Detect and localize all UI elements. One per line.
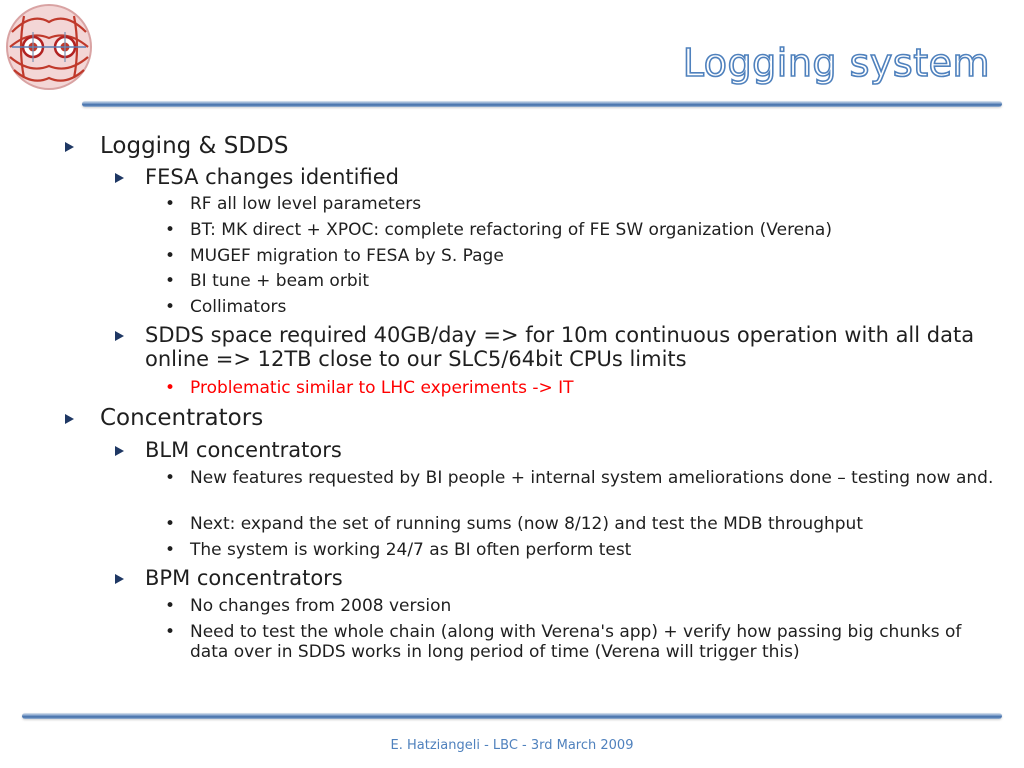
triangle-bullet-icon — [115, 574, 124, 584]
bullet-system-working — [165, 540, 1000, 560]
bullet-text: Next: expand the set of running sums (now 8/12) and test the MDB throughput — [190, 514, 863, 534]
bullet-text: No changes from 2008 version — [190, 596, 452, 616]
bullet-problematic-highlight — [165, 378, 1000, 398]
dot-bullet-icon: • — [165, 220, 176, 240]
bullet-text: Logging & SDDS — [100, 133, 289, 159]
dot-bullet-icon: • — [165, 246, 176, 266]
triangle-bullet-icon — [115, 173, 124, 183]
bullet-text: Concentrators — [100, 405, 264, 431]
bullet-rf-parameters — [165, 194, 1000, 214]
bullet-text: MUGEF migration to FESA by S. Page — [190, 246, 504, 266]
triangle-bullet-icon — [65, 414, 74, 424]
bullet-mugef-migration — [165, 246, 1000, 266]
slide-footer: E. Hatziangeli - LBC - 3rd March 2009 — [390, 738, 634, 753]
dot-bullet-icon: • — [165, 468, 176, 488]
bullet-fesa-changes — [145, 165, 995, 189]
bullet-bpm-concentrators — [145, 566, 995, 590]
triangle-bullet-icon — [115, 331, 124, 341]
footer-divider — [22, 713, 1002, 719]
bullet-text: New features requested by BI people + internal system ameliorations done – testing now and. — [190, 468, 994, 488]
bullet-test-whole-chain — [165, 622, 1000, 662]
bullet-no-changes — [165, 596, 1000, 616]
bullet-text: FESA changes identified — [145, 165, 399, 189]
bullet-text: Problematic similar to LHC experiments -> IT — [190, 378, 574, 398]
slide-title: Logging system — [682, 41, 990, 85]
bullet-text: SDDS space required 40GB/day => for 10m continuous operation with all data online => 12TB close to our SLC5/64bit CPUs limits — [145, 323, 975, 371]
bullet-text: Need to test the whole chain (along with Verena's app) + verify how passing big chunks of data over in SDDS works in long period of time (Verena will trigger this) — [190, 622, 962, 662]
triangle-bullet-icon — [65, 142, 74, 152]
dot-bullet-icon: • — [165, 194, 176, 214]
bullet-new-features — [165, 468, 1000, 488]
dot-bullet-icon: • — [165, 596, 176, 616]
bullet-text: The system is working 24/7 as BI often perform test — [190, 540, 632, 560]
bullet-text: BT: MK direct + XPOC: complete refactoring of FE SW organization (Verena) — [190, 220, 832, 240]
dot-bullet-icon: • — [165, 540, 176, 560]
bullet-text: BPM concentrators — [145, 566, 343, 590]
dot-bullet-icon: • — [165, 514, 176, 534]
dot-bullet-icon: • — [165, 622, 176, 642]
bullet-blm-concentrators — [145, 438, 995, 462]
bullet-sdds-space — [145, 323, 995, 371]
triangle-bullet-icon — [115, 446, 124, 456]
bullet-text: RF all low level parameters — [190, 194, 422, 214]
dot-bullet-icon: • — [165, 378, 176, 398]
dot-bullet-icon: • — [165, 297, 176, 317]
bullet-logging-sdds — [100, 133, 1000, 159]
bullet-concentrators — [100, 405, 1000, 431]
bullet-text: BLM concentrators — [145, 438, 342, 462]
bullet-next-running-sums — [165, 514, 1000, 534]
bullet-text: Collimators — [190, 297, 287, 317]
dot-bullet-icon: • — [165, 271, 176, 291]
bullet-bt-mk — [165, 220, 1000, 240]
bullet-collimators — [165, 297, 1000, 317]
bullet-bi-tune — [165, 271, 1000, 291]
bullet-text: BI tune + beam orbit — [190, 271, 370, 291]
